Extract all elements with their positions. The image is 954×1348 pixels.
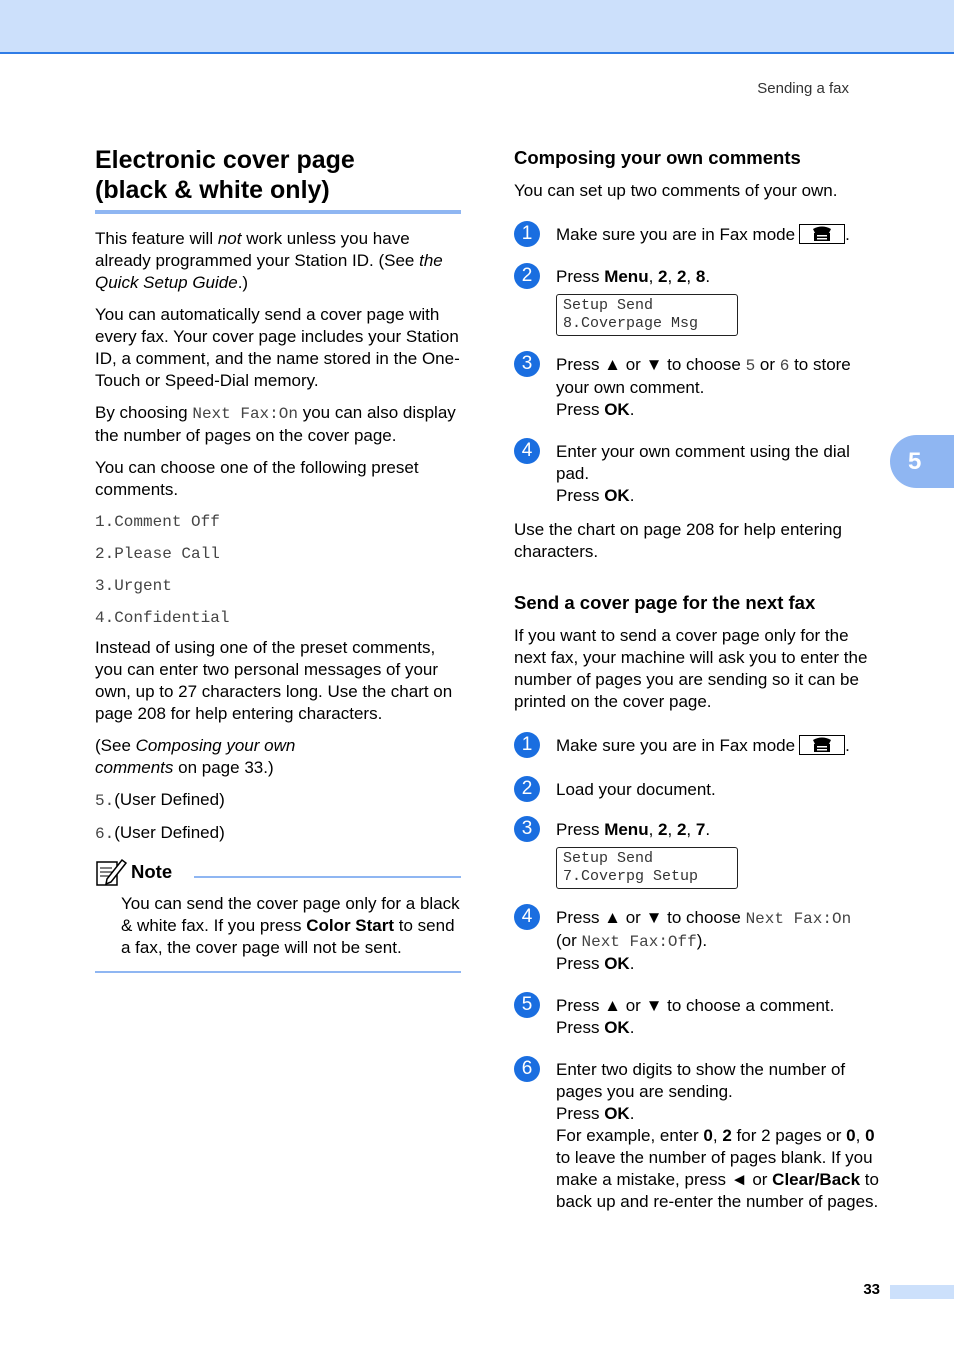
step-number: 5 — [514, 992, 540, 1018]
step-number: 2 — [514, 263, 540, 289]
paragraph-next-fax: By choosing Next Fax:On you can also display the number of pages on the cover page. — [95, 403, 456, 445]
lcd-display: Setup Send 8.Coverpage Msg — [556, 294, 738, 336]
note-text: You can send the cover page only for a black & white fax. If you press Color Start to send a fax, the cover page will not be sent. — [121, 894, 460, 957]
fax-key-icon — [799, 224, 845, 244]
top-banner — [0, 0, 954, 54]
preset-comment: 3.Urgent — [95, 577, 172, 595]
step-1: 1 Make sure you are in Fax mode . — [514, 224, 884, 246]
paragraph-see-also: (See Composing your own comments on page 33.) — [95, 736, 296, 777]
preset-comment: 4.Confidential — [95, 609, 230, 627]
title-rule — [95, 210, 461, 214]
next-step-4: 4 Press ▲ or ▼ to choose Next Fax:On (or Next Fax:Off). Press OK. — [514, 907, 884, 975]
user-defined-item: 5.(User Defined) — [95, 790, 225, 810]
paragraph-station-id: This feature will not work unless you have already programmed your Station ID. (See the Quick Setup Guide.) — [95, 229, 443, 292]
paragraph-composing-intro: You can set up two comments of your own. — [514, 181, 838, 200]
step-number: 3 — [514, 816, 540, 842]
paragraph-chart-help: Use the chart on page 208 for help entering characters. — [514, 520, 842, 561]
step-number: 1 — [514, 732, 540, 758]
step-3: 3 Press ▲ or ▼ to choose 5 or 6 to store your own comment. Press OK. — [514, 354, 884, 421]
note-bottom-rule — [95, 971, 461, 973]
next-step-2: 2 Load your document. — [514, 779, 884, 801]
step-number: 2 — [514, 776, 540, 802]
note-box — [95, 855, 461, 973]
note-top-rule — [194, 876, 461, 878]
running-head: Sending a fax — [757, 80, 849, 97]
preset-comment: 1.Comment Off — [95, 513, 220, 531]
lcd-display: Setup Send 7.Coverpg Setup — [556, 847, 738, 889]
step-2: 2 Press Menu, 2, 2, 8. Setup Send 8.Coverpage Msg — [514, 266, 884, 336]
step-number: 4 — [514, 904, 540, 930]
step-number: 4 — [514, 438, 540, 464]
preset-comment: 2.Please Call — [95, 545, 220, 563]
paragraph-presets-intro: You can choose one of the following preset comments. — [95, 458, 419, 499]
section-title: Electronic cover page (black & white only) — [95, 146, 355, 204]
right-column — [514, 146, 884, 1225]
user-defined-item: 6.(User Defined) — [95, 823, 225, 843]
next-step-1: 1 Make sure you are in Fax mode . — [514, 735, 884, 757]
step-4: 4 Enter your own comment using the dial pad. Press OK. — [514, 441, 884, 507]
note-label: Note — [131, 861, 173, 882]
left-column — [95, 145, 461, 973]
page-number: 33 — [863, 1281, 880, 1298]
step-number: 3 — [514, 351, 540, 377]
subsection-title-composing: Composing your own comments — [514, 147, 801, 168]
step-number: 1 — [514, 221, 540, 247]
note-pencil-icon — [95, 857, 127, 887]
paragraph-personal-messages: Instead of using one of the preset comments, you can enter two personal messages of your own, up to 27 characters long. Use the chart on page 208 for help entering characters. — [95, 638, 453, 723]
step-number: 6 — [514, 1056, 540, 1082]
page-number-bar — [890, 1285, 954, 1299]
chapter-tab: 5 — [890, 435, 954, 488]
fax-key-icon — [799, 735, 845, 755]
next-step-6: 6 Enter two digits to show the number of pages you are sending. Press OK. For example, enter 0, 2 for 2 pages or 0, 0 to leave the number of pages blank. If you make a mistake, press ◄ or Clear/Back to back up and re-enter the number of pages. — [514, 1059, 884, 1213]
subsection-title-next-fax: Send a cover page for the next fax — [514, 592, 816, 613]
paragraph-next-fax-intro: If you want to send a cover page only for the next fax, your machine will ask you to enter the number of pages you are sending so it can be printed on the cover page. — [514, 626, 868, 711]
paragraph-auto-cover: You can automatically send a cover page with every fax. Your cover page includes your Station ID, a comment, and the name stored in the One-Touch or Speed-Dial memory. — [95, 305, 460, 390]
next-step-5: 5 Press ▲ or ▼ to choose a comment. Press OK. — [514, 995, 884, 1039]
next-step-3: 3 Press Menu, 2, 2, 7. Setup Send 7.Coverpg Setup — [514, 819, 884, 889]
